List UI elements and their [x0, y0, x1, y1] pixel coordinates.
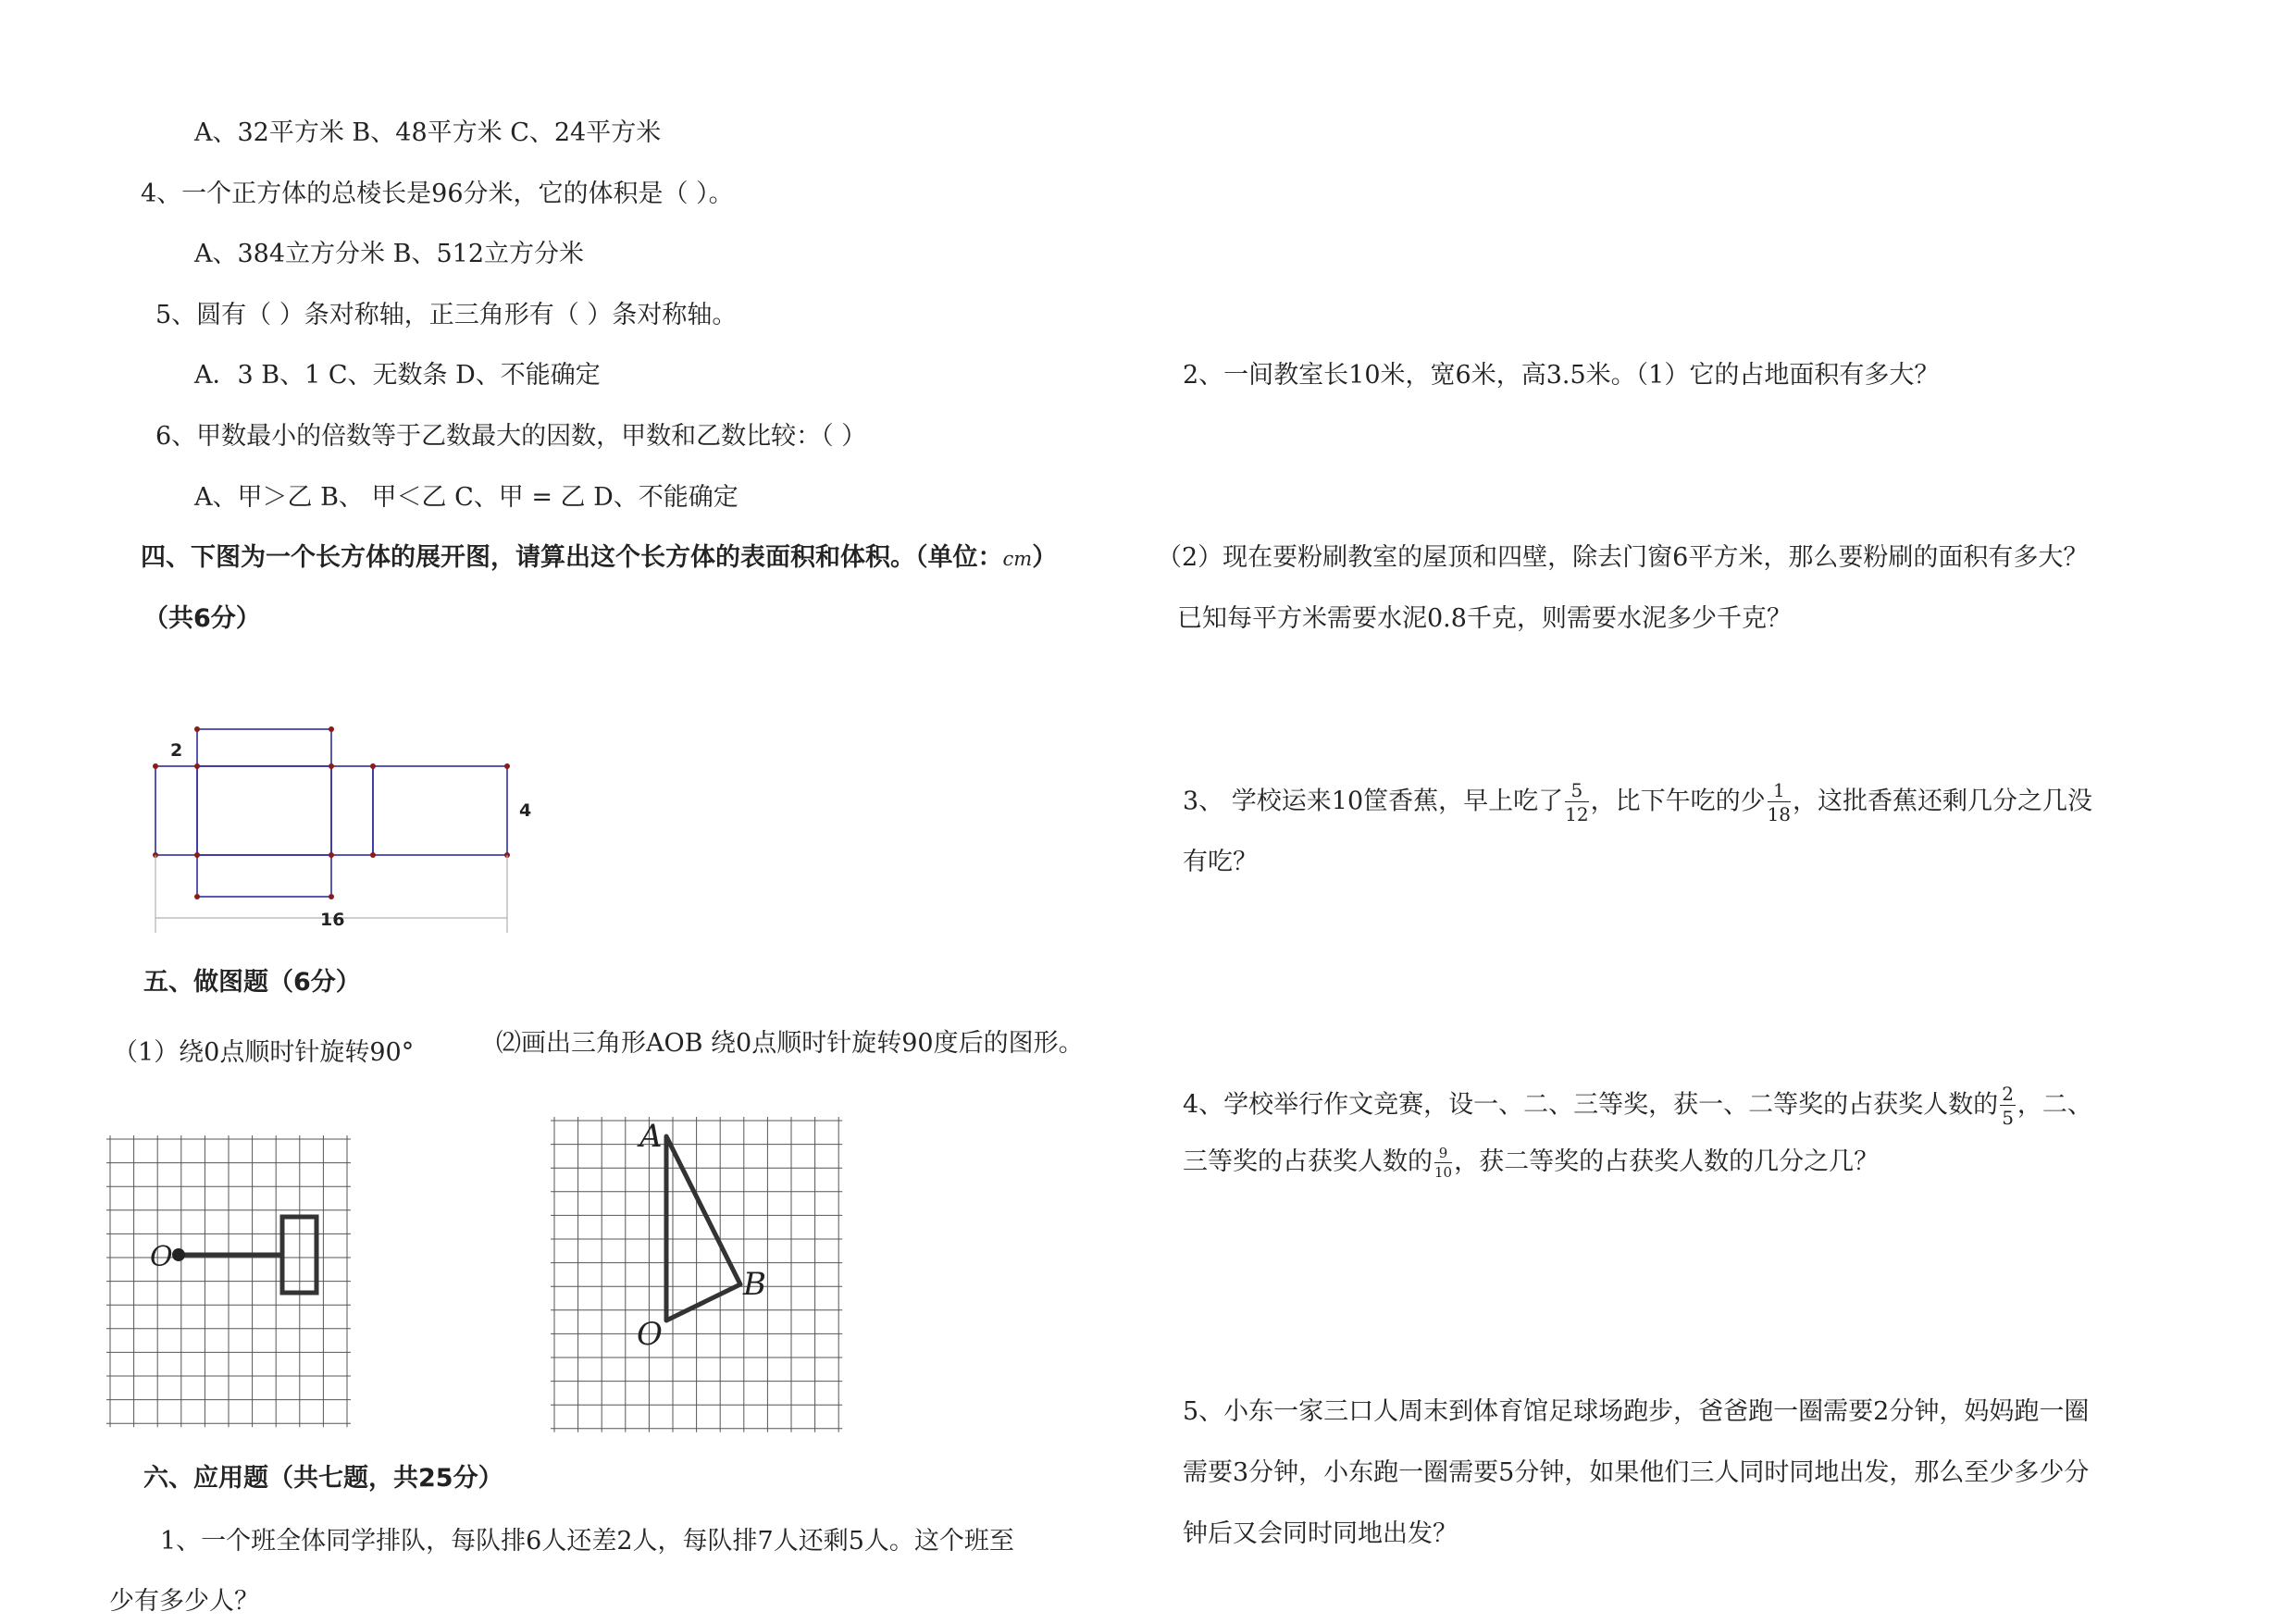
net-bottom-face: [197, 855, 331, 897]
section-5-q1: （1）绕0点顺时针旋转90°: [113, 1038, 415, 1067]
section-5-title: 五、做图题（6分）: [143, 968, 361, 997]
question-4: 4、一个正方体的总棱长是96分米，它的体积是（ ）。: [141, 180, 734, 208]
rotation-grid-2: [551, 1116, 995, 1423]
net-left-face: [155, 766, 197, 855]
application-5-line-2: 需要3分钟，小东跑一圈需要5分钟，如果他们三人同时同地出发，那么至少多少分: [1183, 1458, 2090, 1487]
grid2-label-a: A: [639, 1118, 663, 1155]
question-6: 6、甲数最小的倍数等于乙数最大的因数，甲数和乙数比较：（ ）: [155, 422, 867, 451]
net-label-16: 16: [320, 910, 345, 930]
section-4-title: 四、下图为一个长方体的展开图，请算出这个长方体的表面积和体积。（单位：cm）: [141, 543, 1058, 572]
q6-options: A、甲＞乙 B、 甲＜乙 C、甲 = 乙 D、不能确定: [194, 483, 738, 512]
application-5-line-3: 钟后又会同时同地出发？: [1183, 1519, 1458, 1548]
application-2-line-1: 2、一间教室长10米，宽6米，高3.5米。（1）它的占地面积有多大？: [1183, 361, 1940, 390]
triangle-aob: [666, 1136, 740, 1320]
fraction-5-12: $\frac{5}{12}$: [1565, 779, 1589, 825]
fraction-1-18: $\frac{1}{18}$: [1767, 779, 1792, 825]
application-1-line-1: 1、一个班全体同学排队，每队排6人还差2人，每队排7人还剩5人。这个班至: [160, 1527, 1014, 1556]
fraction-9-10: $\frac{9}{10}$: [1434, 1144, 1453, 1181]
net-top-face: [197, 729, 331, 766]
unit-cm: cm: [1002, 548, 1033, 570]
fraction-2-5: $\frac{2}{5}$: [2002, 1083, 2014, 1129]
section-4-score: （共6分）: [143, 604, 261, 633]
grid1-label-o: O: [150, 1241, 173, 1273]
section-5-q2: ⑵画出三角形AOB 绕0点顺时针旋转90度后的图形。: [496, 1029, 1084, 1058]
application-1-line-2: 少有多少人？: [109, 1587, 259, 1616]
application-3-line-2: 有吃？: [1183, 848, 1258, 876]
net-back-face: [373, 766, 507, 855]
net-front-face: [197, 766, 331, 855]
grid2-label-o: O: [637, 1316, 663, 1353]
q3-options: A、32平方米 B、48平方米 C、24平方米: [194, 118, 662, 147]
application-3-line-1: 3、 学校运来10筐香蕉，早上吃了 $\frac{5}{12}$ ，比下午吃的少 $\frac{1}{18}$ ，这批香蕉还剩几分之几没: [1183, 779, 2093, 825]
section-6-title: 六、应用题（共七题，共25分）: [143, 1464, 503, 1493]
grid1-point-o: [172, 1248, 185, 1261]
application-5-line-1: 5、小东一家三口人周末到体育馆足球场跑步，爸爸跑一圈需要2分钟，妈妈跑一圈: [1183, 1397, 2090, 1426]
application-2-line-2: （2）现在要粉刷教室的屋顶和四壁，除去门窗6平方米，那么要粉刷的面积有多大？: [1157, 543, 2089, 572]
application-4-line-1: 4、学校举行作文竞赛，设一、二、三等奖，获一、二等奖的占获奖人数的 $\frac{2}{5}$ ，二、: [1183, 1083, 2092, 1129]
application-2-line-3: 已知每平方米需要水泥0.8千克，则需要水泥多少千克？: [1177, 604, 1792, 633]
application-4-line-2: 三等奖的占获奖人数的 $\frac{9}{10}$ ，获二等奖的占获奖人数的几分之几？: [1183, 1144, 1880, 1181]
net-right-face: [331, 766, 373, 855]
rotation-grid-1: [106, 1134, 458, 1421]
q4-options: A、384立方分米 B、512立方分米: [194, 240, 584, 268]
net-label-2: 2: [170, 740, 183, 761]
cuboid-net-diagram: [139, 713, 532, 939]
net-label-4: 4: [519, 800, 532, 821]
q5-options: A．3 B、1 C、无数条 D、不能确定: [194, 361, 601, 390]
grid2-label-b: B: [743, 1266, 766, 1303]
question-5: 5、圆有（ ）条对称轴，正三角形有（ ）条对称轴。: [155, 301, 738, 329]
